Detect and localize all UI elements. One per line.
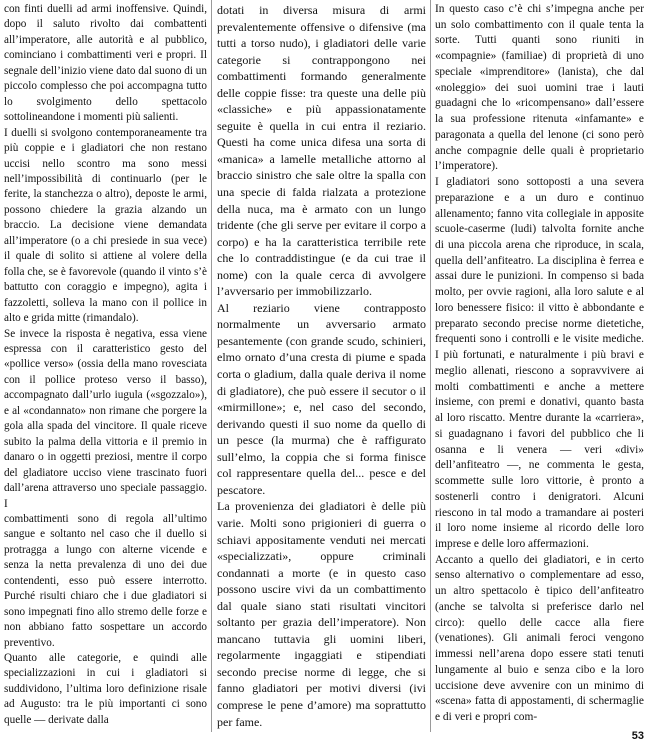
paragraph: I duelli si svolgono contemporaneamente tra più coppie e i gladiatori che non restano uccisi nello scontro ma sono messi nell’impossibilità di continuarlo (per le ferite, la stanchezza o altro), deposte le armi, possono chiedere la grazia alzando un braccio. La decisione viene demandata all’imperatore (o a chi presiede in sua vece) il quale di solito si attiene al volere della folla che, se è favorevole (quando il vinto s’è battutto con coraggio e impegno), agita i fazzoletti, solleva la mano con il pollice in alto e grida mitte (rimandalo). xyxy=(4,126,207,325)
paragraph: In questo caso c’è chi s’impegna anche per un solo combattimento con il quale tenta la sorte. Tutti quanti sono riuniti in «compagnie» (familiae) di proprietà di uno speciale «imprenditore» (lanista), che dal «noleggio» dei suoi uomini trae i lauti guadagni che lo «ricompensano» dall’essere la sua professione ritenuta «infamante» e paragonata a quella del lenone (ci sono però anche compagnie delle quali è proprietario l’imperatore). xyxy=(435,3,644,173)
paragraph: Al reziario viene contrapposto normalmente un avversario armato pesantemente (con grande scudo, schinieri, elmo ornato d’una cresta di piume e spada corta o gladium, dalla quale deriva il nome di gladiatore), che può essere il secutor o il «mirmillone»; e, nel caso del secondo, derivando questi il suo nome da quello di un pesce (la murma) che è raffigurato sull’elmo, la coppia che si forma finisce col rappresentare quella del... pesce e del pescatore. xyxy=(217,300,426,497)
paragraph: I gladiatori sono sottoposti a una severa preparazione e a un duro e continuo allenamento; fanno vita collegiale in apposite scuole-caserme (ludi) talvolta fornite anche di una piccola arena che riproduce, in scala, quella dell’anfiteatro. La disciplina è ferrea e assai dure le punizioni. In compenso si bada molto, per ovvie ragioni, alla loro salute e al loro benessere fisico: il vitto è abbondante e preparato secondo precise norme dietetiche, frequenti sono i controlli e le visite mediche. I più fortunati, e naturalmente i più bravi e meglio allenati, riescono a sopravvivere ai molti combattimenti e anche a mettere insieme, con premi e donativi, quanto basta al loro riscatto. Mentre durante la «carriera», si guadagnano i favori del pubblico che li osanna e li venera — veri «divi» dell’anfiteatro —, ne commenta le gesta, scommette sulle loro vittorie, è pronto a sostenerli contro i denigratori. Alcuni riescono in tal modo a tramandare ai posteri il loro nome insieme al ricordo delle loro imprese e delle loro affermazioni. xyxy=(435,176,644,550)
text-column-1 xyxy=(4,2,207,728)
paragraph: Accanto a quello dei gladiatori, e in certo senso alternativo o complementare ad esso, un altro spettacolo è tipico dell’anfiteatro (anche se talvolta si preferisce darlo nel circo): quello delle cacce alla fiere (venationes). Gli animali feroci vengono immessi nell’arena dopo essere stati tenuti lungamente al buio e senza cibo e la loro uccisione deve avvenire con un minimo di «scena» fatta di appostamenti, di schermaglie e di veri e propri com- xyxy=(435,553,644,724)
text-column-2 xyxy=(217,2,426,730)
paragraph: Quanto alle categorie, e quindi alle specializzazioni in cui i gladiatori si suddividono, l’ultima loro definizione risale ad Augusto: tra le più importanti ci sono quelle — derivate dalla xyxy=(4,652,207,726)
paragraph: dotati in diversa misura di armi prevalentemente offensive o difensive (ma tutti a torso nudo), i gladiatori delle varie categorie si contrappongono nei combattimenti formando generalmente delle coppie fisse: tra queste una delle più «classiche» e più appassionatamente seguite è quella in cui entra il reziario. Questi ha come unica difesa una sorta di «manica» a lamelle metalliche attorno al braccio sinistro che sale oltre la spalla con una specie di falda rialzata a protezione della nuca, ma è armato con un lungo tridente (che gli serve per evitare il corpo a corpo) e ha la caratteristica terribile rete che lo contraddistingue (e da cui trae il nome) con la quale cerca di avvolgere l’avversario per immobilizzarlo. xyxy=(217,3,426,299)
paragraph: combattimenti sono di regola all’ultimo sangue e soltanto nel caso che il duello si protragga a lungo con alterne vicende e senza la netta prevalenza di uno dei due contendenti, esso può essere interrotto. Purché risulti chiaro che i due gladiatori si sono impegnati fino allo stremo delle forze e non abbiano fatto sospettare un accordo preventivo. xyxy=(4,512,207,649)
paragraph: Se invece la risposta è negativa, essa viene espressa con il caratteristico gesto del «pollice verso» (ossia della mano rovesciata con il pollice proteso verso il basso), accompagnato dall’urlo iugula («sgozzalo»), e al «condannato» non rimane che porgere la gola alla spada del vincitore. Il quale riceve subito la palma della vittoria e il premio in danaro o in oggetti preziosi, mentre il corpo del gladiatore ucciso viene trascinato fuori dall’arena attraverso uno speciale passaggio. I xyxy=(4,327,207,510)
paragraph: La provenienza dei gladiatori è delle più varie. Molti sono prigionieri di guerra o schiavi appositamente venduti nei mercati «specializzati», oppure criminali condannati a morte (e in questo caso possono uscire vivi da un combattimento dal quale siano stati risultati vincitori soltanto per grazia dell’imperatore). Non mancano tuttavia gli uomini liberi, regolarmente ingaggiati e stipendiati secondo precise norme di legge, che si fanno gladiatori per motivi diversi (ivi comprese le pene d’amore) ma soprattutto per fame. xyxy=(217,499,426,729)
column-divider xyxy=(211,0,212,732)
page-number: 53 xyxy=(631,730,644,742)
text-column-3 xyxy=(435,2,644,726)
paragraph: con finti duelli ad armi inoffensive. Quindi, dopo il saluto rivolto dai combattenti all’imperatore, alle autorità e al pubblico, cominciano i combattimenti veri e propri. Il segnale dell’inizio viene dato dal suono di un piccolo complesso che poi accompagna tutto lo svolgimento dello spettacolo sottolineandone i momenti più salienti. xyxy=(4,3,207,124)
column-divider xyxy=(430,0,431,732)
